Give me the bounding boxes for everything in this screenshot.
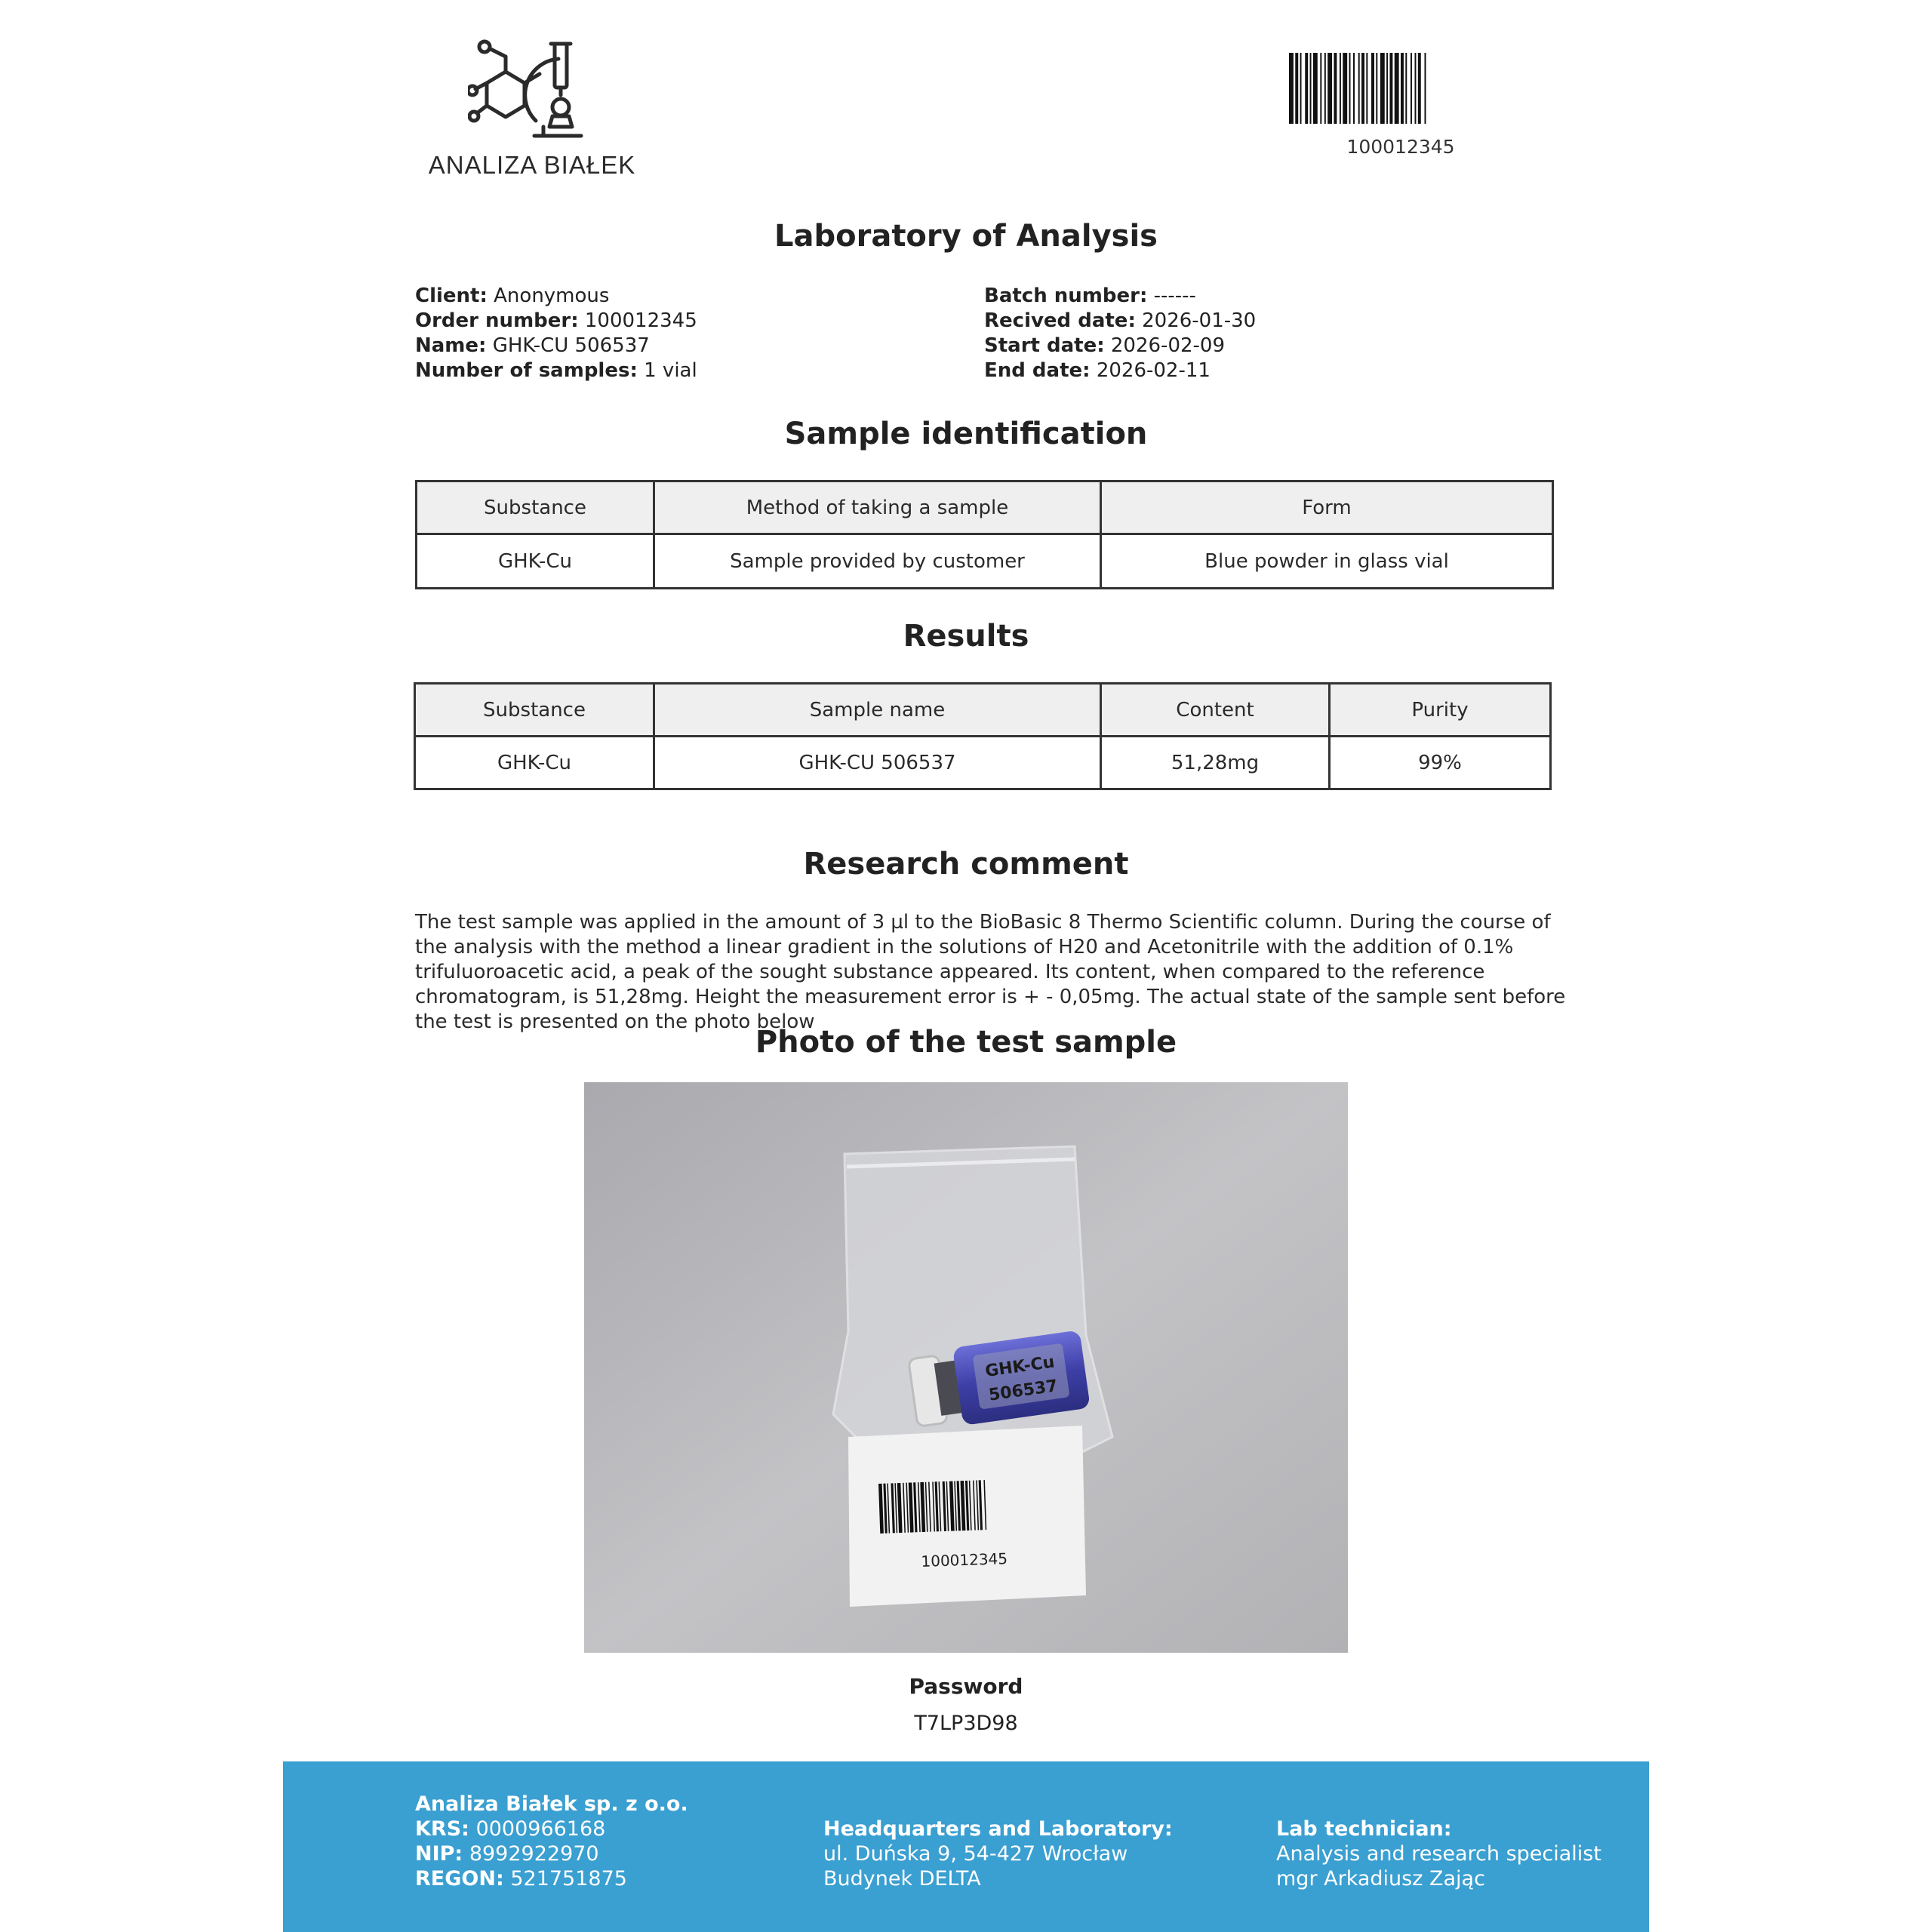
column-header: Substance (415, 684, 654, 737)
received-value: 2026-01-30 (1142, 309, 1257, 332)
vial-label-number: 506537 (987, 1377, 1060, 1405)
barcode-bar (1343, 53, 1347, 124)
barcode-bar (1320, 53, 1321, 124)
barcode-bar (1424, 53, 1426, 124)
order-row (415, 309, 697, 334)
hq-building: Budynek DELTA (823, 1867, 981, 1890)
table-cell: GHK-Cu (417, 534, 654, 589)
barcode-bar (1405, 53, 1407, 124)
footer (283, 1761, 1649, 1932)
barcode-bar (1334, 53, 1337, 124)
photo-heading: Photo of the test sample (755, 1025, 1177, 1060)
info-right (984, 284, 1256, 383)
barcode-bar (1376, 53, 1377, 124)
batch-label: Batch number: (984, 285, 1148, 307)
samples-label: Number of samples: (415, 359, 638, 382)
barcode-bar (1353, 53, 1355, 124)
barcode-bar (1371, 53, 1374, 124)
logo-text: ANALIZA BIAŁEK (428, 151, 636, 179)
end-value: 2026-02-11 (1096, 359, 1211, 382)
end-row (984, 358, 1256, 383)
barcode-bar (1386, 53, 1388, 124)
page-title: Laboratory of Analysis (774, 219, 1158, 254)
company-logo (415, 38, 649, 189)
column-header: Content (1101, 684, 1330, 737)
table-row (415, 737, 1551, 789)
nip-label: NIP: (415, 1842, 463, 1866)
barcode-bar (1418, 53, 1421, 124)
barcode-graphic (1289, 53, 1512, 124)
tech-title: Analysis and research specialist (1276, 1842, 1601, 1866)
krs-value: 0000966168 (475, 1817, 606, 1841)
column-header: Purity (1330, 684, 1551, 737)
samples-row (415, 358, 697, 383)
results-heading: Results (903, 619, 1029, 654)
barcode-bar (1310, 53, 1312, 124)
barcode-bar (1389, 53, 1392, 124)
regon-value: 521751875 (510, 1867, 627, 1890)
hq-address: ul. Duńska 9, 54-427 Wrocław (823, 1842, 1128, 1866)
barcode-number: 100012345 (1346, 136, 1455, 158)
test-sample-photo (584, 1082, 1348, 1653)
batch-value: ------ (1153, 285, 1196, 307)
received-row (984, 309, 1256, 334)
lab-molecule-microscope-icon (468, 38, 596, 143)
barcode-bar (1295, 53, 1298, 124)
tech-label: Lab technician: (1276, 1817, 1452, 1841)
barcode-bar (1305, 53, 1308, 124)
password-value: T7LP3D98 (914, 1712, 1018, 1735)
samples-value: 1 vial (644, 359, 697, 382)
password-label: Password (909, 1674, 1023, 1699)
barcode-bar (1327, 53, 1332, 124)
client-label: Client: (415, 285, 488, 307)
table-cell: GHK-Cu (415, 737, 654, 789)
research-comment-heading: Research comment (803, 847, 1129, 881)
barcode-bar (1366, 53, 1367, 124)
vial-label-name: GHK-Cu (983, 1352, 1056, 1382)
krs-label: KRS: (415, 1817, 469, 1841)
column-header: Method of taking a sample (654, 481, 1101, 534)
start-row (984, 334, 1256, 358)
order-value: 100012345 (584, 309, 697, 332)
table-cell: 99% (1330, 737, 1551, 789)
hq-label: Headquarters and Laboratory: (823, 1817, 1173, 1841)
table-row (417, 534, 1553, 589)
footer-company (415, 1792, 688, 1891)
table-cell: 51,28mg (1101, 737, 1330, 789)
table-cell: Blue powder in glass vial (1101, 534, 1553, 589)
order-label: Order number: (415, 309, 579, 332)
barcode-bar (1340, 53, 1341, 124)
research-comment-text: The test sample was applied in the amount of 3 µl to the BioBasic 8 Thermo Scientific column. During the course of the analysis with the method a linear gradient in the solutions of H20 and Acetonitrile with the addition of 0.1% trifuluoroacetic acid, a peak of the sought substance appeared. Its content, when compared to the reference chromatogram, is 51,28mg. Height the measurement error is + - 0,05mg. The actual state of the sample sent before the test is presented on the photo below (415, 911, 1566, 1033)
barcode-bar (1401, 53, 1404, 124)
end-label: End date: (984, 359, 1091, 382)
nip-value: 8992922970 (469, 1842, 599, 1866)
footer-lab-technician (1276, 1817, 1601, 1891)
barcode-bar (1300, 53, 1302, 124)
sample-identification-table (415, 480, 1554, 589)
photo-label-barcode-number: 100012345 (921, 1549, 1008, 1571)
client-row (415, 284, 697, 309)
column-header: Substance (417, 481, 654, 534)
barcode-bar (1415, 53, 1417, 124)
barcode-bar (1411, 53, 1412, 124)
barcode-bar (1358, 53, 1360, 124)
start-label: Start date: (984, 334, 1105, 357)
name-label: Name: (415, 334, 487, 357)
barcode-bar (1361, 53, 1364, 124)
received-label: Recived date: (984, 309, 1136, 332)
regon-label: REGON: (415, 1867, 504, 1890)
barcode-bar (1313, 53, 1318, 124)
sample-identification-heading: Sample identification (784, 417, 1148, 451)
table-header-row (417, 481, 1553, 534)
table-cell: Sample provided by customer (654, 534, 1101, 589)
results-table (414, 682, 1552, 790)
company-name: Analiza Białek sp. z o.o. (415, 1792, 688, 1816)
name-row (415, 334, 697, 358)
barcode-bar (1395, 53, 1399, 124)
footer-headquarters (823, 1817, 1173, 1891)
table-cell: GHK-CU 506537 (654, 737, 1101, 789)
barcode-bar (1349, 53, 1351, 124)
start-value: 2026-02-09 (1110, 334, 1225, 357)
barcode-bar (1289, 53, 1294, 124)
client-value: Anonymous (494, 285, 610, 307)
table-header-row (415, 684, 1551, 737)
info-left (415, 284, 697, 383)
name-value: GHK-CU 506537 (492, 334, 650, 357)
barcode-bar (1380, 53, 1385, 124)
column-header: Form (1101, 481, 1553, 534)
batch-row (984, 284, 1256, 309)
tech-name: mgr Arkadiusz Zając (1276, 1867, 1485, 1890)
barcode-bar (1324, 53, 1326, 124)
column-header: Sample name (654, 684, 1101, 737)
